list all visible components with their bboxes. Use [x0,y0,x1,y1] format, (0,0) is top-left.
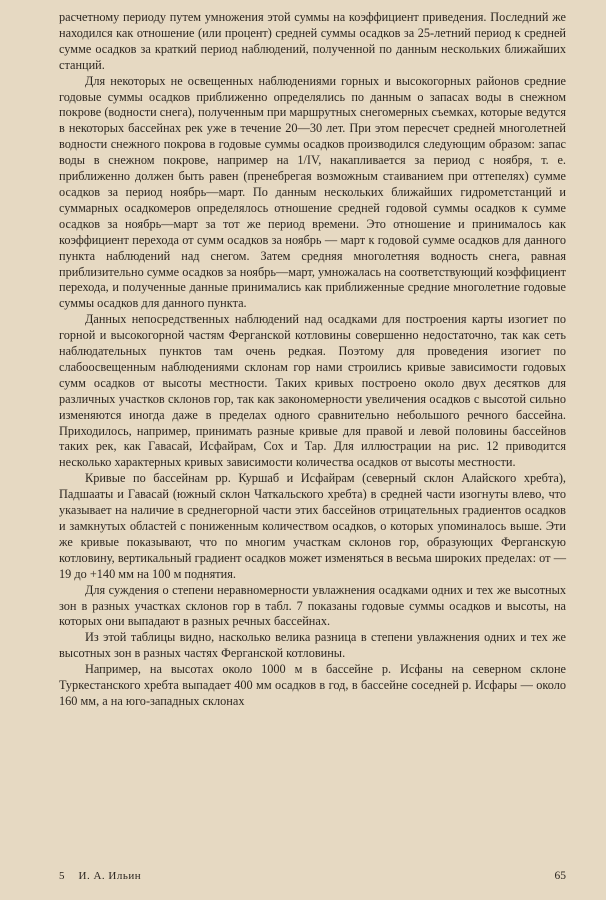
paragraph-continuation: расчетному периоду путем умножения этой суммы на коэффициент приведения. Последний же находился как отношение (или процент) средней суммы осадков за 25-летний период к средней сумме осадков за краткий период наблюдений, полученной по данным нескольких ближайших станций. [59,10,566,72]
page-number: 65 [554,870,566,882]
paragraph-curve-analysis: Кривые по бассейнам рр. Куршаб и Исфайрам (северный склон Алайского хребта), Падшааты и Гавасай (южный склон Чаткальского хребта) в средней части изогнуты влево, что указывает на наличие в среднегорной части этих бассейнов отрицательных градиентов осадков и замкнутых областей с пониженным количеством осадков, о которых упоминалось выше. Эти же кривые показывают, что по многим участкам склонов гор, образующих Ферганскую котловину, вертикальный градиент осадков может изменяться в весьма широких пределах: от —19 до +140 мм на 100 м поднятия. [59,471,566,581]
signature-mark: 5 [59,870,65,882]
author-name: И. А. Ильин [78,870,142,882]
paragraph-table-reference: Для суждения о степени неравномерности увлажнения осадками одних и тех же высотных зон в разных участках склонов гор в табл. 7 показаны годовые суммы осадков и высоты, на которых они выпадают в разных речных бассейнах. [59,582,566,629]
body-text [59,10,566,710]
page-footer [59,870,566,882]
paragraph-example: Например, на высотах около 1000 м в бассейне р. Исфаны на северном склоне Туркестанского хребта выпадает 400 мм осадков в год, в бассейне соседней р. Исфары — около 160 мм, а на юго-западных склонах [59,662,566,708]
paragraph-table-conclusion: Из этой таблицы видно, насколько велика разница в степени увлажнения одних и тех же высотных зон в разных частях Ферганской котловины. [59,630,566,661]
paragraph-snow-water-method: Для некоторых не освещенных наблюдениями горных и высокогорных районов средние годовые суммы осадков приближенно определялись по данным о запасах воды в снежном покрове (водности снега), полученным при маршрутных снегомерных съемках, которые ведутся в некоторых бассейнах рек уже в течение 20—30 лет. При этом пересчет средней многолетней водности снежного покрова в годовые суммы осадков производился следующим образом: запас воды в снежном покрове, например на 1/IV, накапливается за период с ноября, т. е. приближенно должен быть равен (пренебрегая возможным стаиванием при оттепелях) сумме осадков за период ноябрь—март. По данным нескольких ближайших гидрометстанций и суммарных осадкомеров определялось отношение средней годовой суммы осадков к сумме осадков за ноябрь—март за тот же период времени. Это отношение и принималось как коэффициент перехода от сумм осадков за ноябрь — март к годовой сумме осадков для данного пункта наблюдений над снегом. Затем средняя многолетняя водность снега, равная приблизительно сумме осадков за ноябрь—март, умножалась на соответствующий коэффициент перехода, и полученные данные принимались как приближенные средние многолетние годовые суммы осадков для данного пункта. [59,73,566,311]
paragraph-isohyet-curves: Данных непосредственных наблюдений над осадками для построения карты изогиет по горной и высокогорной частям Ферганской котловины совершенно недостаточно, так как сеть наблюдательных пунктов там очень редкая. Поэтому для проведения изогиет по слабоосвещенным наблюдениями склонам гор нами строились кривые зависимости годовых сумм осадков от высоты местности. Таких кривых построено около двух десятков для различных участков склонов гор, так как закономерности увеличения осадков с высотой сильно изменяются иногда даже в пределах одного сравнительно небольшого речного бассейна. Приходилось, например, принимать разные кривые для правой и левой половины бассейнов таких рек, как Гавасай, Исфайрам, Сох и Тар. Для иллюстрации на рис. 12 приводится несколько характерных кривых зависимости количества осадков от высоты местности. [59,312,566,470]
